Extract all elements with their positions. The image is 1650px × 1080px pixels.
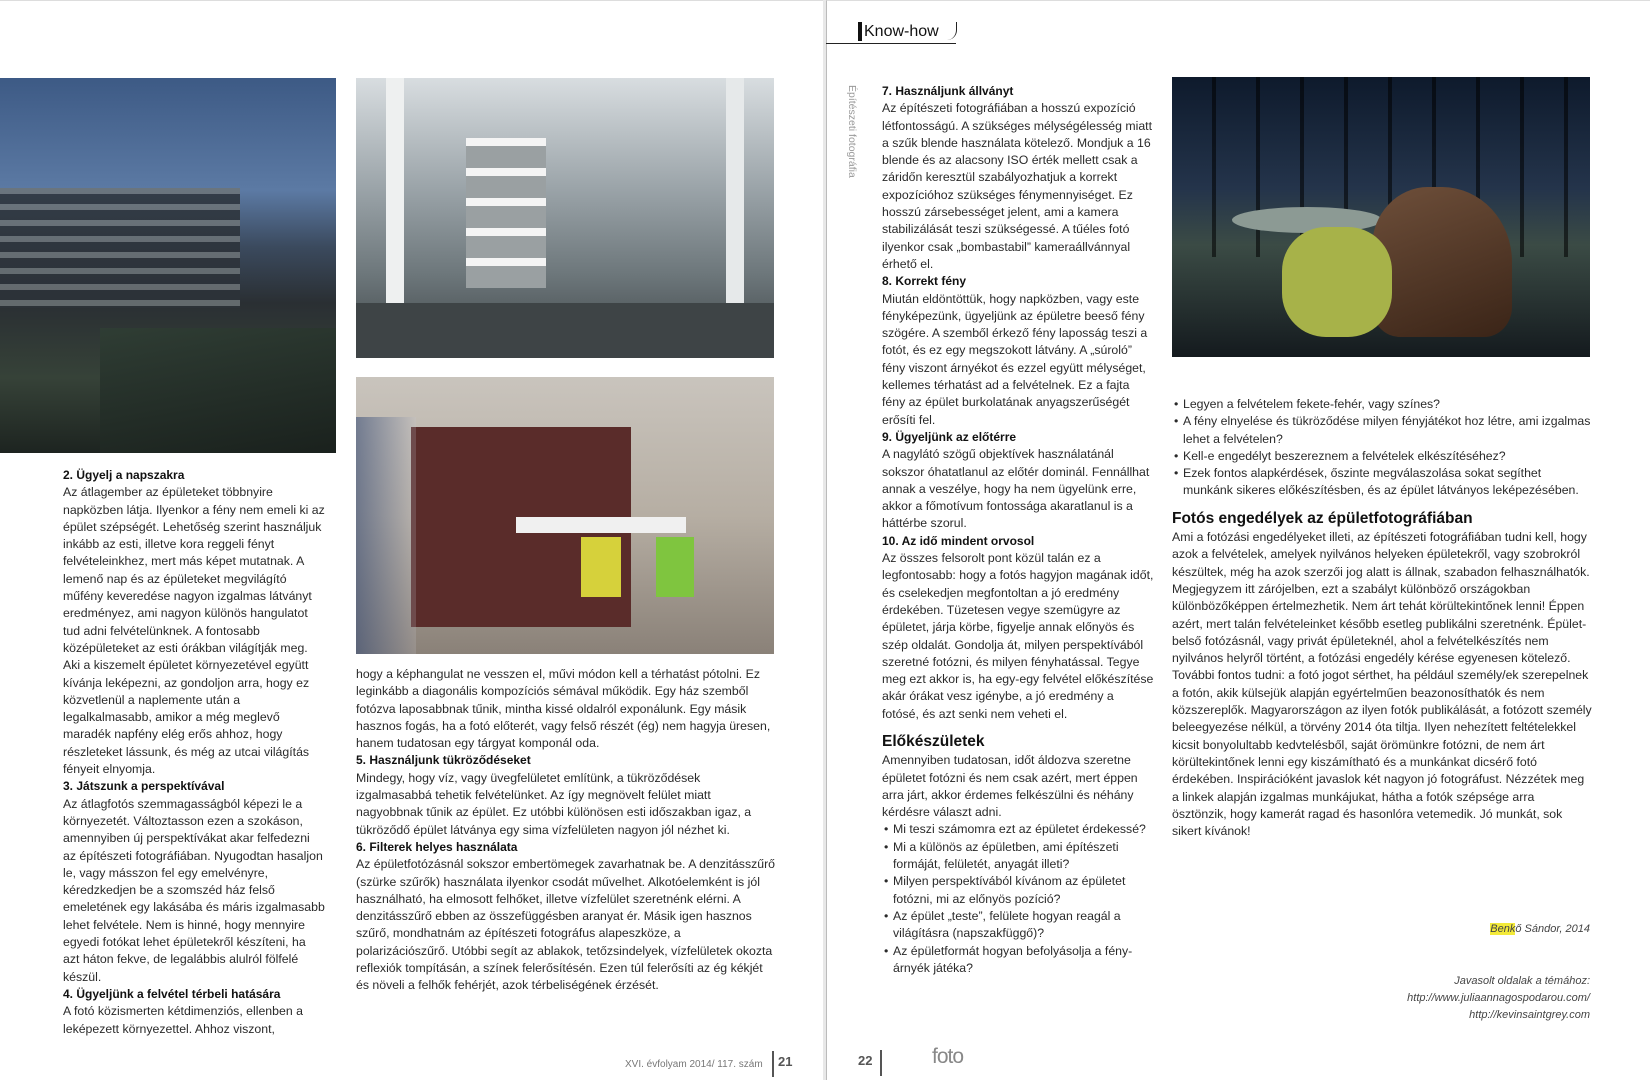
links-block xyxy=(1407,973,1590,1024)
page-number-left: 21 xyxy=(778,1054,793,1069)
section-title: Know-how xyxy=(858,22,939,41)
page-number-right: 22 xyxy=(858,1053,873,1068)
section-heading: 5. Használjunk tükröződéseket xyxy=(356,753,531,768)
author-highlight: Benk xyxy=(1490,923,1516,935)
section-heading: 6. Filterek helyes használata xyxy=(356,839,518,854)
paragraph: Az átlagfotós szemmagasságból képezi le a környezetét. Változtasson ezen a szokáson, amennyiben új perspektívákat akar felfedezni az építészeti fotográfiában. Nyugodtan hasaljon le, vagy másszon fel egy emelvényre, kéredzkedjen be a szomszéd ház felső emeletének egy lakásába és máris izgalmasabb lehet felvétele. Nem is hinné, hogy mennyire egyedi fotókat lehet épületekről készíteni, ha azt háton fekve, de legalábbis alulról fölfelé készül. xyxy=(63,796,325,984)
photo-office-kitchen xyxy=(356,377,774,654)
bullet-item: • Az épületformát hogyan befolyásolja a fény-árnyék játéka? xyxy=(882,943,1154,978)
paragraph: A nagylátó szögű objektívek használatánál sokszor óhatatlanul az előtér dominál. Fennállhat annak a veszélye, hogy ha nem ügyelünk erre, akkor a főmotívum fontossága akaratlanul is a háttérbe szorul. xyxy=(882,447,1150,531)
bullet-item: • Milyen perspektívából kívánom az épületet fotózni, mi az előnyös pozíció? xyxy=(882,873,1154,908)
photo-atrium-interior xyxy=(356,78,774,358)
foto-logo: foto xyxy=(932,1045,964,1068)
paragraph: Az építészeti fotográfiában a hosszú expozíció létfontosságú. A szükséges mélységélesség miatt a szűk blende használata kötelező. Mondjuk a 16 blende és az alacsony ISO érték mellett csak a záridőn keresztül szabályozhatjuk a korrekt expozícióhoz szükséges fénymennyiséget. Ez hosszú zársebességet jelent, ami a kamera stabilizálását teszi szükségessé. A tűéles fotó ilyenkor csak „bombastabil” kameraállvánnyal érhető el. xyxy=(882,101,1152,271)
paragraph: Amennyiben tudatosan, időt áldozva szeretne épületet fotózni és nem csak azért, mert éppen arra járt, akkor érdemes felkészülni és néhány kérdésre választ adni. xyxy=(882,753,1138,820)
bullet-item: • Az épület „teste”, felülete hogyan reagál a világításra (napszakfüggő)? xyxy=(882,908,1154,943)
paragraph: Az átlagember az épületeket többnyire napközben látja. Ilyenkor a fény nem emeli ki az épület szépségét. Lehetőség szerint használjuk inkább az esti, illetve kora reggeli fényt felvételeinkhez, mert más képet mutatnak. A lemenő nap és az épületeket megvilágító műfény keveredése nagyon izgalmas látványt eredményez, ami nagyon különös hangulatot tud adni felvételünknek. A fontosabb középületeket az esti órákban világítják meg. Aki a kiszemelt épületet környezetével együtt kívánja leképezni, az gondoljon arra, hogy ez közvetlenül a naplemente után a legalkalmasabb, amikor a még meglevő maradék napfény elég erős ahhoz, hogy részleteket lássunk, és még az utcai világítás fényeit elnyomja. xyxy=(63,485,325,777)
paragraph: Az összes felsorolt pont közül talán ez a legfontosabb: hogy a fotós hagyjon magának időt, és cselekedjen megfontoltan a jó eredmény érdekében. Tüzetesen vegye szemügyre az épületet, járja körbe, figyelje annak előnyös és szép oldalát. Gondolja át, milyen perspektívából szeretné fotózni, és milyen fényhatással. Tegye meg ezt akkor is, ha egy-egy felvétel előkészítése akár órákat vesz igénybe, a jó eredmény a fotósé, és azt senki nem veheti el. xyxy=(882,551,1154,721)
issue-info: XVI. évfolyam 2014/ 117. szám xyxy=(625,1059,763,1070)
bullet-item: • Kell-e engedélyt beszereznem a felvételek elkészítéséhez? xyxy=(1172,448,1592,465)
subheading: Előkészületek xyxy=(882,732,985,750)
section-heading: 10. Az idő mindent orvosol xyxy=(882,533,1035,548)
links-title: Javasolt oldalak a témához: xyxy=(1454,975,1590,987)
author-credit xyxy=(1490,921,1590,938)
side-label: Építészeti fotográfia xyxy=(846,85,858,178)
section-header xyxy=(826,20,956,44)
page-bar xyxy=(880,1050,882,1076)
author-rest: ő Sándor, 2014 xyxy=(1515,923,1590,935)
text-column-4 xyxy=(1172,396,1592,840)
subheading: Fotós engedélyek az épületfotográfiában xyxy=(1172,509,1473,527)
bullet-item: • Legyen a felvételem fekete-fehér, vagy színes? xyxy=(1172,396,1592,413)
left-page xyxy=(0,0,823,1080)
photo-chairs-glass xyxy=(1172,77,1590,357)
section-heading: 2. Ügyelj a napszakra xyxy=(63,468,185,482)
paragraph: hogy a képhangulat ne vesszen el, művi módon kell a térhatást pótolni. Ez leginkább a diagonális kompozíciós sémával működik. Egy ház szemből fotózva laposabbnak tűnik, mintha kissé oldalról exponálunk. Egy másik hasznos fogás, ha a fotó előterét, vagy felső részét (ég) nem hagyja üresen, hanem tudatosan egy tárgyat komponál oda. xyxy=(356,667,771,751)
link-1[interactable]: http://www.juliaannagospodarou.com/ xyxy=(1407,992,1590,1004)
paragraph: Mindegy, hogy víz, vagy üvegfelületet említünk, a tükröződések izgalmasabbá tehetik felvételünket. Az így megnövelt felület miatt nagyobbnak tűnik az épület. Ez utóbbi különösen esti időszakban igaz, a tükröződő épület látványa egy sima vízfelületen nagyon jól nézhet ki. xyxy=(356,770,752,837)
section-heading: 3. Játszunk a perspektívával xyxy=(63,779,225,794)
page-bar xyxy=(772,1051,774,1077)
section-heading: 8. Korrekt fény xyxy=(882,274,967,289)
bullet-item: • Mi teszi számomra ezt az épületet érdekessé? xyxy=(882,821,1154,838)
paragraph: Miután eldöntöttük, hogy napközben, vagy este fényképezünk, ügyeljünk az épületre beeső fény szögére. A szemből érkező fény laposság teszi a fotót, és ez egy megszokott látvány. A „súroló” fény viszont árnyékot és ezzel együtt mélységet, kellemes térhatást ad a felvételnek. Ez a fajta fény az épület burkolatának anyagszerűségét erősíti fel. xyxy=(882,291,1148,427)
section-heading: 9. Ügyeljünk az előtérre xyxy=(882,429,1017,444)
paragraph: A fotó közismerten kétdimenziós, ellenben a leképezett környezettel. Ahhoz viszont, xyxy=(63,1004,303,1036)
text-column-2 xyxy=(356,666,776,995)
paragraph: Az épületfotózásnál sokszor embertömegek zavarhatnak be. A denzitásszűrő (szürke szűrők) használata ilyenkor csodát művelhet. Alkotóelemként is jól használható, ha elmosott felhőket, illetve vízfelület szeretnénk elérni. A denzitásszűrő ebben az összefüggésben aranyat ér. Másik igen hasznos szűrő, mondhatnám az építészeti fotográfus alapeszköze, a polarizációszűrő. Utóbbi segít az ablakok, tetőzsindelyek, vízfelületek okozta reflexiók tompításán, a színek felerősítésén. Ezen túl felerősíti az ég kékjét és növeli a felhők fehérjét, azok térbeliségének érzését. xyxy=(356,857,776,993)
section-heading: 7. Használjunk állványt xyxy=(882,84,1014,98)
bullet-item: • Mi a különös az épületben, ami építészeti formáját, felületét, anyagát illeti? xyxy=(882,839,1154,874)
paragraph: Ami a fotózási engedélyeket illeti, az építészeti fotográfiában tudni kell, hogy azok a felvételek, amelyek nyilvános helyeken épületekről, vagy szobrokról készültek, még ha azok szerzői jog alatt is állnak, szabadon felhasználhatók. Megjegyzem itt zárójelben, ezt a szabályt különböző országokban különbözőképpen értelmezhetik. Nem árt tehát körültekintőnek lenni! Éppen azért, mert talán felvételeinket később esetleg publikálni szeretnénk. Épület-belső fotózásnál, vagy privát épületeknél, ahol a felvételkészítés nem nyilvános helyről történt, a fotózási engedély kérése egyenesen kötelező. További fontos tudni: a fotó jogot sérthet, ha például személy/ek szerepelnek a fotón, akik külsejük alapján egyértelműen beazonosíthatók és nem közszereplők. Magyarországon az ilyen fotók publikálását, a fotózott személy beleegyezése nélkül, a törvény 2014 óta tiltja. Ilyen nehezített feltételekkel kicsit bonyolultabb kedvtelésből, saját örömünkre fotózni, de nem árt körültekintőnek lenni egy kiszámítható és a munkánkat dicsérő fotó érdekében. Inspirációként javaslok két nagyon jó fotográfust. Nézzétek meg a linkek alapján izgalmas munkájukat, hátha a fotók szépsége arra ösztönzik, hogy kamerát ragad és hasonlóra vetemedik. Jó munkát, sok sikert kívánok! xyxy=(1172,530,1592,839)
text-column-3 xyxy=(882,83,1154,977)
text-column-1 xyxy=(63,467,325,1038)
photo-building-dusk xyxy=(0,78,336,453)
bullet-item: • A fény elnyelése és tükröződése milyen fényjátékot hoz létre, ami izgalmas lehet a felvételen? xyxy=(1172,413,1592,448)
bullet-item: • Ezek fontos alapkérdések, őszinte megválaszolása sokat segíthet munkánk sikeres előkészítésben, és az épület látványos leképezésében. xyxy=(1172,465,1592,500)
section-heading: 4. Ügyeljünk a felvétel térbeli hatására xyxy=(63,986,281,1001)
link-2[interactable]: http://kevinsaintgrey.com xyxy=(1469,1009,1590,1021)
